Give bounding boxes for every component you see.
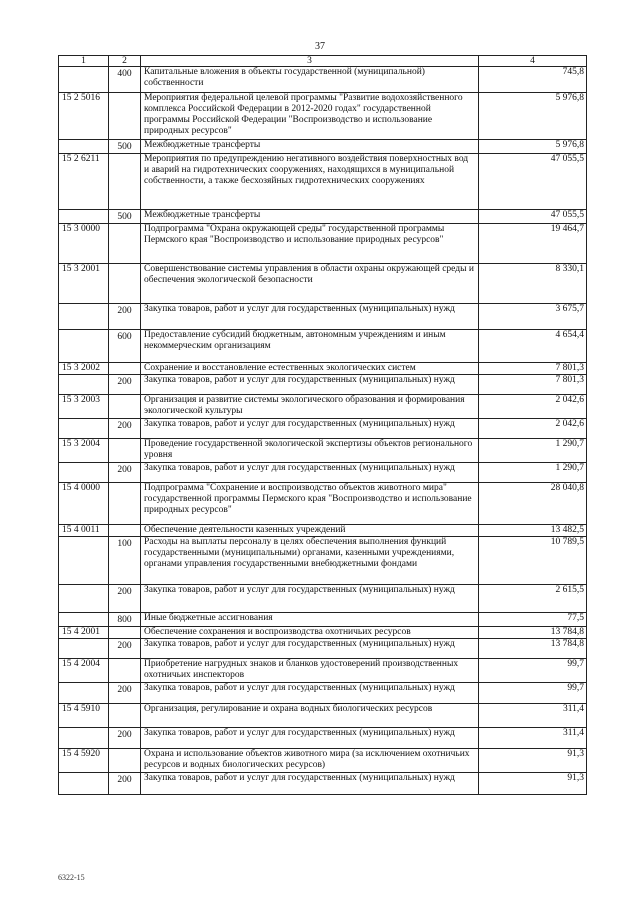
row-amount: 77,5	[479, 613, 587, 627]
row-name: Подпрограмма "Сохранение и воспроизводство объектов животного мира" государственной программы Пермского края "Воспроизводство и использование природных ресурсов"	[141, 483, 479, 525]
row-kind: 200	[109, 585, 141, 613]
table-row	[59, 224, 587, 264]
row-kind	[109, 483, 141, 525]
column-header-2: 2	[109, 56, 141, 67]
table-row	[59, 683, 587, 704]
row-amount: 1 290,7	[479, 439, 587, 463]
column-header-3: 3	[141, 56, 479, 67]
row-name: Закупка товаров, работ и услуг для государственных (муниципальных) нужд	[141, 304, 479, 330]
row-amount: 47 055,5	[479, 154, 587, 210]
row-kind: 200	[109, 728, 141, 749]
row-kind	[109, 264, 141, 304]
table-row	[59, 537, 587, 585]
row-code: 15 3 2003	[59, 395, 109, 419]
table-header-row	[59, 56, 587, 67]
row-amount: 13 784,8	[479, 627, 587, 639]
row-name: Сохранение и восстановление естественных экологических систем	[141, 363, 479, 375]
table-row	[59, 363, 587, 375]
row-code	[59, 683, 109, 704]
row-name: Совершенствование системы управления в области охраны окружающей среды и обеспечения экологической безопасности	[141, 264, 479, 304]
row-amount: 99,7	[479, 683, 587, 704]
table-row	[59, 140, 587, 154]
row-kind: 500	[109, 140, 141, 154]
table-row	[59, 375, 587, 395]
row-name: Предоставление субсидий бюджетным, автономным учреждениям и иным некоммерческим организациям	[141, 330, 479, 363]
table-row	[59, 483, 587, 525]
row-amount: 8 330,1	[479, 264, 587, 304]
row-amount: 7 801,3	[479, 363, 587, 375]
row-name: Приобретение нагрудных знаков и бланков удостоверений производственных охотничьих инспекторов	[141, 659, 479, 683]
row-name: Подпрограмма "Охрана окружающей среды" государственной программы Пермского края "Воспроизводство и использование природных ресурсов"	[141, 224, 479, 264]
row-kind	[109, 363, 141, 375]
row-kind: 200	[109, 773, 141, 795]
table-row	[59, 154, 587, 210]
table-row	[59, 395, 587, 419]
row-name: Мероприятия по предупреждению негативного воздействия поверхностных вод и аварий на гидротехнических сооружениях, находящихся в муниципальной собственности, а также бесхозяйных гидротехнических сооружениях	[141, 154, 479, 210]
row-amount: 311,4	[479, 728, 587, 749]
row-name: Организация, регулирование и охрана водных биологических ресурсов	[141, 704, 479, 728]
row-amount: 5 976,8	[479, 140, 587, 154]
row-amount: 91,3	[479, 773, 587, 795]
table-row	[59, 749, 587, 773]
row-kind: 200	[109, 639, 141, 659]
row-code: 15 2 6211	[59, 154, 109, 210]
table-row	[59, 659, 587, 683]
row-kind	[109, 224, 141, 264]
row-amount: 2 042,6	[479, 395, 587, 419]
row-code	[59, 639, 109, 659]
row-kind	[109, 395, 141, 419]
page-number: 37	[315, 41, 325, 52]
row-code	[59, 773, 109, 795]
row-code	[59, 304, 109, 330]
row-amount: 13 784,8	[479, 639, 587, 659]
row-code: 15 4 0000	[59, 483, 109, 525]
table-row	[59, 728, 587, 749]
table-row	[59, 304, 587, 330]
row-kind: 800	[109, 613, 141, 627]
row-code	[59, 140, 109, 154]
row-name: Охрана и использование объектов животного мира (за исключением охотничьих ресурсов и водных биологических ресурсов)	[141, 749, 479, 773]
row-code	[59, 330, 109, 363]
table-row	[59, 704, 587, 728]
table-row	[59, 639, 587, 659]
row-code: 15 3 0000	[59, 224, 109, 264]
row-name: Расходы на выплаты персоналу в целях обеспечения выполнения функций государственными (муниципальными) органами, казенными учреждениями, органами управления государственными внебюджетными фондами	[141, 537, 479, 585]
row-kind: 200	[109, 683, 141, 704]
row-code	[59, 67, 109, 93]
footer-code: 6322-15	[58, 873, 85, 882]
table-row	[59, 419, 587, 439]
row-name: Проведение государственной экологической экспертизы объектов регионального уровня	[141, 439, 479, 463]
row-code	[59, 585, 109, 613]
row-code	[59, 463, 109, 483]
row-code	[59, 210, 109, 224]
row-kind	[109, 749, 141, 773]
row-kind: 200	[109, 304, 141, 330]
row-name: Закупка товаров, работ и услуг для государственных (муниципальных) нужд	[141, 463, 479, 483]
row-amount: 47 055,5	[479, 210, 587, 224]
row-name: Организация и развитие системы экологического образования и формирования экологической культуры	[141, 395, 479, 419]
row-amount: 99,7	[479, 659, 587, 683]
table-row	[59, 330, 587, 363]
column-header-1: 1	[59, 56, 109, 67]
row-code: 15 4 5920	[59, 749, 109, 773]
row-kind	[109, 154, 141, 210]
row-amount: 7 801,3	[479, 375, 587, 395]
budget-table	[58, 55, 587, 795]
row-amount: 19 464,7	[479, 224, 587, 264]
row-code: 15 4 5910	[59, 704, 109, 728]
row-code: 15 2 5016	[59, 93, 109, 140]
table-row	[59, 93, 587, 140]
row-amount: 4 654,4	[479, 330, 587, 363]
row-kind: 100	[109, 537, 141, 585]
row-kind	[109, 627, 141, 639]
table-row	[59, 210, 587, 224]
table-row	[59, 627, 587, 639]
row-amount: 3 675,7	[479, 304, 587, 330]
row-kind: 200	[109, 419, 141, 439]
row-name: Обеспечение деятельности казенных учреждений	[141, 525, 479, 537]
row-amount: 10 789,5	[479, 537, 587, 585]
row-name: Обеспечение сохранения и воспроизводства охотничьих ресурсов	[141, 627, 479, 639]
table-row	[59, 525, 587, 537]
row-amount: 5 976,8	[479, 93, 587, 140]
row-code: 15 4 0011	[59, 525, 109, 537]
row-code	[59, 728, 109, 749]
row-code: 15 4 2004	[59, 659, 109, 683]
row-code	[59, 537, 109, 585]
row-amount: 2 615,5	[479, 585, 587, 613]
row-kind: 400	[109, 67, 141, 93]
row-kind: 200	[109, 463, 141, 483]
row-name: Закупка товаров, работ и услуг для государственных (муниципальных) нужд	[141, 375, 479, 395]
column-header-4: 4	[479, 56, 587, 67]
row-code: 15 3 2004	[59, 439, 109, 463]
row-kind	[109, 93, 141, 140]
row-kind	[109, 525, 141, 537]
row-name: Закупка товаров, работ и услуг для государственных (муниципальных) нужд	[141, 639, 479, 659]
row-amount: 91,3	[479, 749, 587, 773]
row-amount: 311,4	[479, 704, 587, 728]
row-amount: 1 290,7	[479, 463, 587, 483]
row-kind: 500	[109, 210, 141, 224]
row-code: 15 3 2002	[59, 363, 109, 375]
row-code	[59, 419, 109, 439]
row-name: Закупка товаров, работ и услуг для государственных (муниципальных) нужд	[141, 773, 479, 795]
row-kind: 600	[109, 330, 141, 363]
table-row	[59, 439, 587, 463]
table-row	[59, 773, 587, 795]
row-name: Закупка товаров, работ и услуг для государственных (муниципальных) нужд	[141, 585, 479, 613]
row-code	[59, 375, 109, 395]
row-name: Закупка товаров, работ и услуг для государственных (муниципальных) нужд	[141, 728, 479, 749]
row-code	[59, 613, 109, 627]
row-name: Мероприятия федеральной целевой программы "Развитие водохозяйственного комплекса Российской Федерации в 2012-2020 годах" государственной программы Российской Федерации "Воспроизводство и использование природных ресурсов"	[141, 93, 479, 140]
row-amount: 2 042,6	[479, 419, 587, 439]
row-amount: 28 040,8	[479, 483, 587, 525]
row-name: Закупка товаров, работ и услуг для государственных (муниципальных) нужд	[141, 419, 479, 439]
table-row	[59, 67, 587, 93]
table-row	[59, 613, 587, 627]
row-name: Капитальные вложения в объекты государственной (муниципальной) собственности	[141, 67, 479, 93]
row-name: Закупка товаров, работ и услуг для государственных (муниципальных) нужд	[141, 683, 479, 704]
table-row	[59, 463, 587, 483]
row-amount: 745,8	[479, 67, 587, 93]
row-kind	[109, 659, 141, 683]
row-kind	[109, 439, 141, 463]
table-row	[59, 264, 587, 304]
row-name: Иные бюджетные ассигнования	[141, 613, 479, 627]
row-amount: 13 482,5	[479, 525, 587, 537]
row-kind	[109, 704, 141, 728]
row-code: 15 4 2001	[59, 627, 109, 639]
row-code: 15 3 2001	[59, 264, 109, 304]
row-name: Межбюджетные трансферты	[141, 210, 479, 224]
row-kind: 200	[109, 375, 141, 395]
row-name: Межбюджетные трансферты	[141, 140, 479, 154]
table-row	[59, 585, 587, 613]
